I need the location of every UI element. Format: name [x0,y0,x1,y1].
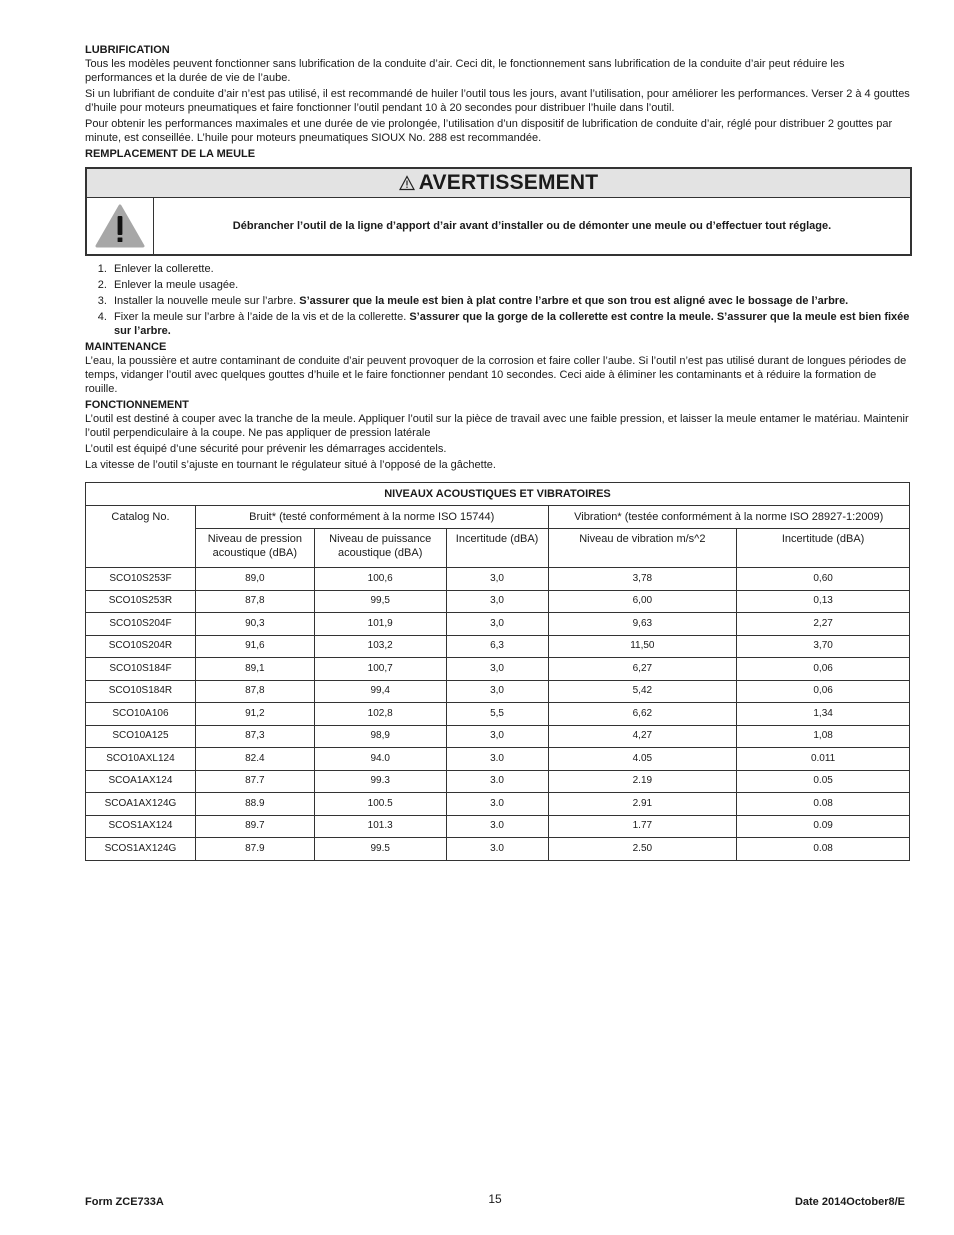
table-cell: SCO10S253F [86,568,196,591]
table-cell: 2.19 [548,770,737,793]
table-cell: 89,0 [195,568,314,591]
table-cell: SCOA1AX124G [86,793,196,816]
form-number: Form ZCE733A [85,1196,164,1208]
warning-triangle-icon [399,175,415,191]
lubrification-heading: LUBRIFICATION [85,44,170,56]
incertitude-vibration-header: Incertitude (dBA) [737,529,910,568]
table-cell: 4,27 [548,725,737,748]
table-cell: 1,34 [737,703,910,726]
table-row [86,838,910,861]
table-cell: 3.0 [446,770,548,793]
table-cell: 1,08 [737,725,910,748]
lubrification-paragraph-1: Tous les modèles peuvent fonctionner sans lubrification de la conduite d’air. Ceci dit, le fonctionnement sans lubrification de la conduite d’air peut réduire les performances et la durée de vie de l’aube. [85,58,845,84]
table-cell: 88.9 [195,793,314,816]
table-cell: 99.5 [314,838,446,861]
table-cell: 6,27 [548,658,737,681]
table-cell: 89.7 [195,815,314,838]
table-cell: 3.0 [446,748,548,771]
table-cell: 98,9 [314,725,446,748]
warning-icon-cell [87,198,154,254]
lubrification-paragraph-3: Pour obtenir les performances maximales et une durée de vie prolongée, l’utilisation d’un dispositif de lubrification de conduite d’air, réglé pour distribuer 2 gouttes par minute, est conseillée. L’huile pour moteurs pneumatiques SIOUX No. 288 est recommandée. [85,118,893,144]
table-row [86,590,910,613]
table-cell: 0.08 [737,793,910,816]
table-cell: SCO10S204R [86,635,196,658]
table-cell: 91,6 [195,635,314,658]
table-cell: 99.3 [314,770,446,793]
table-cell: SCO10S253R [86,590,196,613]
table-cell: 100,7 [314,658,446,681]
table-body [86,568,910,861]
table-cell: 99,5 [314,590,446,613]
table-cell: 3,78 [548,568,737,591]
warning-body [87,198,910,254]
warning-text: Débrancher l’outil de la ligne d’apport d’air avant d’installer ou de démonter une meule ou d’effectuer tout réglage. [232,220,832,232]
table-cell: 82.4 [195,748,314,771]
step-item: 4. Fixer la meule sur l’arbre à l’aide de la vis et de la collerette. S’assurer que la gorge de la collerette est contre la meule. S’assurer que la meule est bien fixée sur l’arbre. [110,310,910,338]
table-cell: SCO10A106 [86,703,196,726]
bruit-header: Bruit* (testé conformément à la norme ISO 15744) [195,506,548,529]
table-cell: SCOS1AX124G [86,838,196,861]
table-cell: SCOA1AX124 [86,770,196,793]
table-cell: SCOS1AX124 [86,815,196,838]
vibration-level-header: Niveau de vibration m/s^2 [548,529,737,568]
table-cell: 0,06 [737,658,910,681]
warning-title: AVERTISSEMENT [418,171,599,194]
table-cell: 0.011 [737,748,910,771]
table-cell: 2.91 [548,793,737,816]
table-cell: 103,2 [314,635,446,658]
table-cell: 100,6 [314,568,446,591]
table-cell: 0.05 [737,770,910,793]
table-row [86,568,910,591]
page-number: 15 [488,1192,502,1206]
warning-header [87,169,910,198]
page-content [85,43,910,861]
steps-list [85,262,910,338]
table-cell: 3,0 [446,658,548,681]
catalog-header: Catalog No. [86,506,196,568]
table-cell: 3.0 [446,793,548,816]
table-row [86,770,910,793]
table-row [86,635,910,658]
table-cell: SCO10A125 [86,725,196,748]
pression-header: Niveau de pression acoustique (dBA) [195,529,314,568]
step-item: 3. Installer la nouvelle meule sur l’arbre. S’assurer que la meule est bien à plat contre l’arbre et que son trou est aligné avec le bossage de l’arbre. [110,294,910,308]
table-cell: 91,2 [195,703,314,726]
table-row [86,793,910,816]
table-row [86,680,910,703]
table-cell: 11,50 [548,635,737,658]
fonctionnement-paragraph-3: La vitesse de l’outil s’ajuste en tournant le régulateur situé à l’opposé de la gâchette. [85,459,496,471]
table-cell: 87.9 [195,838,314,861]
table-cell: SCO10S184R [86,680,196,703]
table-cell: 89,1 [195,658,314,681]
warning-exclamation-icon [95,204,145,248]
table-cell: 99,4 [314,680,446,703]
document-date: Date 2014October8/E [794,1196,905,1208]
table-cell: SCO10S204F [86,613,196,636]
table-cell: 6,00 [548,590,737,613]
table-cell: 100.5 [314,793,446,816]
table-cell: 102,8 [314,703,446,726]
table-title: NIVEAUX ACOUSTIQUES ET VIBRATOIRES [86,483,910,506]
table-cell: 4.05 [548,748,737,771]
maintenance-heading: MAINTENANCE [85,341,167,353]
remplacement-heading: REMPLACEMENT DE LA MEULE [85,148,256,160]
table-cell: 3,0 [446,568,548,591]
table-cell: 3.0 [446,838,548,861]
warning-box [85,167,912,256]
table-cell: 2.50 [548,838,737,861]
table-cell: 0.09 [737,815,910,838]
table-cell: SCO10S184F [86,658,196,681]
table-cell: 5,5 [446,703,548,726]
table-row [86,658,910,681]
table-cell: 2,27 [737,613,910,636]
table-cell: 6,62 [548,703,737,726]
table-cell: 1.77 [548,815,737,838]
maintenance-paragraph: L’eau, la poussière et autre contaminant de conduite d’air peuvent provoquer de la corrosion et faire coller l’aube. Si l’outil n’est pas utilisé durant de longues périodes de temps, vidanger l’outil avec quelques gouttes d’huile et le faire fonctionner pendant 10 secondes. Ceci aide à éliminer les contaminants et à réduire la formation de rouille. [85,355,907,395]
table-cell: 94.0 [314,748,446,771]
table-cell: 87.7 [195,770,314,793]
table-cell: 3.0 [446,815,548,838]
fonctionnement-heading: FONCTIONNEMENT [85,399,189,411]
table-cell: 3,0 [446,725,548,748]
table-cell: SCO10AXL124 [86,748,196,771]
incertitude-bruit-header: Incertitude (dBA) [446,529,548,568]
puissance-header: Niveau de puissance acoustique (dBA) [314,529,446,568]
step-item: 2. Enlever la meule usagée. [110,278,910,292]
table-cell: 3,70 [737,635,910,658]
noise-vibration-table [85,482,910,861]
table-cell: 3,0 [446,680,548,703]
table-cell: 6,3 [446,635,548,658]
table-cell: 3,0 [446,613,548,636]
vibration-header: Vibration* (testée conformément à la norme ISO 28927-1:2009) [548,506,910,529]
table-cell: 87,8 [195,590,314,613]
lubrification-paragraph-2: Si un lubrifiant de conduite d’air n’est pas utilisé, il est recommandé de huiler l’outil tous les jours, avant l’utilisation, pour améliorer les performances. Verser 2 à 4 gouttes d’huile pour moteurs pneumatiques et faire fonctionner l’outil pendant 10 à 20 secondes pour distribuer l’huile dans l’outil. [85,88,910,114]
table-row [86,703,910,726]
table-cell: 9,63 [548,613,737,636]
table-row [86,725,910,748]
table-row [86,815,910,838]
step-item: 1. Enlever la collerette. [110,262,910,276]
table-cell: 0.08 [737,838,910,861]
table-cell: 5,42 [548,680,737,703]
table-cell: 87,8 [195,680,314,703]
table-cell: 90,3 [195,613,314,636]
fonctionnement-paragraph-2: L’outil est équipé d’une sécurité pour prévenir les démarrages accidentels. [85,443,447,455]
table-cell: 0,13 [737,590,910,613]
fonctionnement-paragraph-1: L’outil est destiné à couper avec la tranche de la meule. Appliquer l’outil sur la pièce de travail avec une faible pression, et laisser la meule entamer le matériau. Maintenir l’outil perpendiculaire à la coupe. Ne pas appliquer de pression latérale [85,413,909,439]
table-row [86,613,910,636]
table-row [86,748,910,771]
table-cell: 3,0 [446,590,548,613]
table-cell: 87,3 [195,725,314,748]
table-cell: 101.3 [314,815,446,838]
table-cell: 101,9 [314,613,446,636]
table-cell: 0,60 [737,568,910,591]
table-cell: 0,06 [737,680,910,703]
